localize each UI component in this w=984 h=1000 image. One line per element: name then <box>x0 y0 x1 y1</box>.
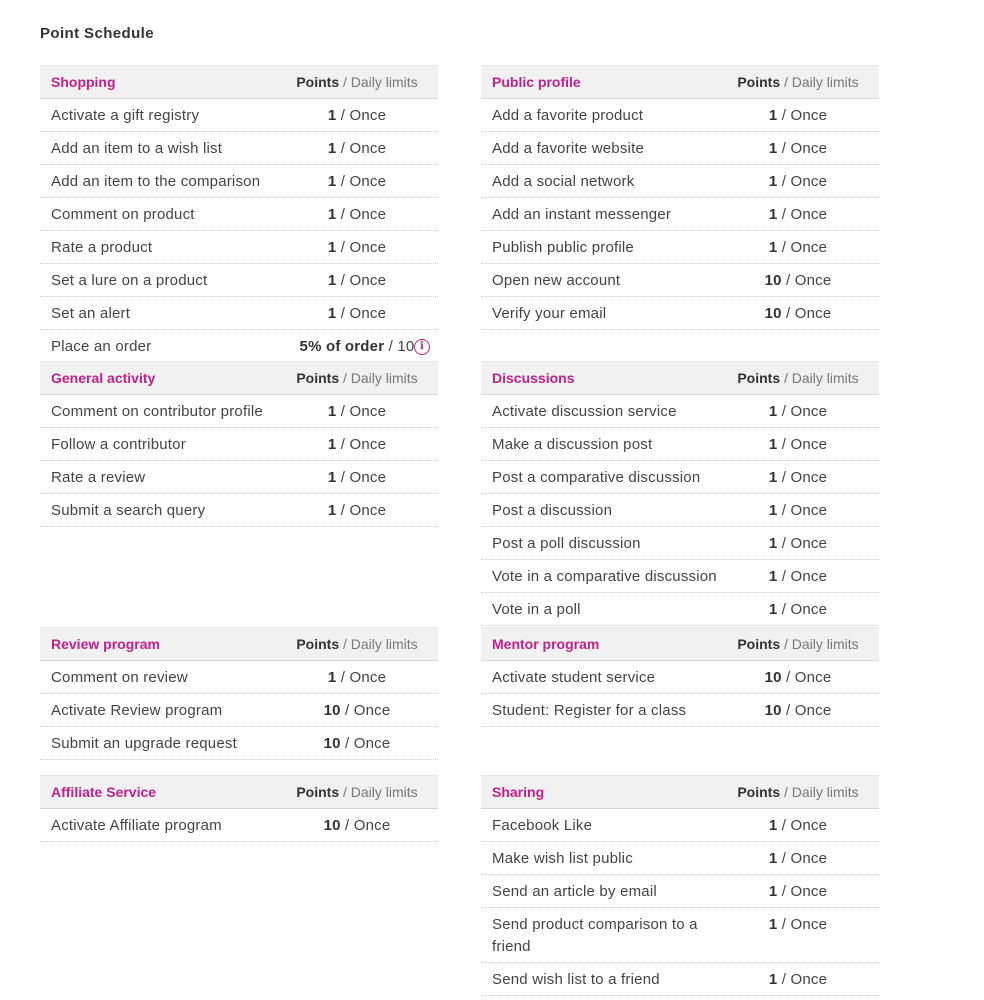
daily-limit: Once <box>353 702 391 719</box>
table-header <box>481 627 879 661</box>
separator: / <box>781 702 795 719</box>
points-value <box>728 165 868 193</box>
points-value <box>287 661 427 689</box>
points-amount: 5% of order <box>299 338 385 355</box>
points-amount: 1 <box>768 850 778 867</box>
points-header: Points <box>296 74 340 90</box>
points-value <box>287 428 427 456</box>
points-amount: 10 <box>764 702 782 719</box>
column-header <box>728 370 868 386</box>
table-row <box>481 132 879 165</box>
points-value <box>287 330 427 358</box>
daily-limit: Once <box>349 469 387 486</box>
action-label: Vote in a poll <box>492 601 581 618</box>
separator: / <box>777 535 791 552</box>
daily-limit: Once <box>349 502 387 519</box>
table-header <box>40 627 438 661</box>
points-value <box>728 661 868 689</box>
daily-limit: Once <box>349 272 387 289</box>
daily-limit: Once <box>349 206 387 223</box>
daily-limit: Once <box>790 436 828 453</box>
daily-limit: Once <box>790 971 828 988</box>
table-row <box>481 593 879 626</box>
daily-limit: Once <box>790 601 828 618</box>
points-amount: 1 <box>327 669 337 686</box>
table-row <box>40 494 438 527</box>
table-row <box>481 198 879 231</box>
daily-limits-header: Daily limits <box>791 784 859 800</box>
table-header <box>40 65 438 99</box>
table-row <box>481 842 879 875</box>
daily-limit: Once <box>353 817 391 834</box>
action-label: Add a social network <box>492 173 635 190</box>
points-value <box>728 593 868 621</box>
action-label: Activate discussion service <box>492 403 677 420</box>
action-label: Post a comparative discussion <box>492 469 701 486</box>
daily-limit: Once <box>794 702 832 719</box>
points-header: Points <box>737 636 781 652</box>
table-name: Discussions <box>492 370 575 386</box>
points-value <box>728 198 868 226</box>
separator: / <box>780 74 792 90</box>
points-amount: 1 <box>768 140 778 157</box>
separator: / <box>777 239 791 256</box>
column-header <box>728 784 868 800</box>
points-header: Points <box>737 370 781 386</box>
points-value <box>728 494 868 522</box>
separator: / <box>781 272 795 289</box>
table-name: Affiliate Service <box>51 784 157 800</box>
points-amount: 1 <box>768 916 778 933</box>
action-label: Rate a product <box>51 239 153 256</box>
points-value <box>287 165 427 193</box>
daily-limit: Once <box>349 173 387 190</box>
info-icon[interactable]: i <box>414 339 430 355</box>
separator: / <box>777 502 791 519</box>
table-discussions <box>481 361 879 626</box>
points-amount: 1 <box>768 436 778 453</box>
table-row <box>40 694 438 727</box>
table-public-profile <box>481 65 879 330</box>
points-amount: 1 <box>768 883 778 900</box>
action-label: Open new account <box>492 272 621 289</box>
separator: / <box>777 206 791 223</box>
points-value <box>287 395 427 423</box>
separator: / <box>781 669 795 686</box>
separator: / <box>777 173 791 190</box>
separator: / <box>777 403 791 420</box>
separator: / <box>777 140 791 157</box>
table-row <box>40 428 438 461</box>
table-header <box>481 361 879 395</box>
table-row <box>481 875 879 908</box>
points-amount: 1 <box>768 173 778 190</box>
points-amount: 1 <box>327 239 337 256</box>
table-row <box>481 165 879 198</box>
table-name: General activity <box>51 370 156 386</box>
points-amount: 1 <box>768 601 778 618</box>
table-row <box>40 809 438 842</box>
daily-limit: Once <box>349 669 387 686</box>
separator: / <box>384 338 398 355</box>
daily-limit: Once <box>790 206 828 223</box>
table-row <box>40 461 438 494</box>
table-mentor-program <box>481 627 879 727</box>
separator: / <box>336 239 350 256</box>
separator: / <box>336 107 350 124</box>
table-row <box>481 908 879 963</box>
separator: / <box>777 971 791 988</box>
table-general-activity <box>40 361 438 527</box>
separator: / <box>777 817 791 834</box>
action-label: Send an article by email <box>492 883 657 900</box>
points-value <box>728 875 868 903</box>
points-value <box>287 132 427 160</box>
points-amount: 10 <box>764 305 782 322</box>
points-value <box>728 963 868 991</box>
table-header <box>40 775 438 809</box>
daily-limit: Once <box>349 107 387 124</box>
table-shopping <box>40 65 438 363</box>
table-header <box>481 65 879 99</box>
action-label: Post a poll discussion <box>492 535 641 552</box>
table-name: Shopping <box>51 74 116 90</box>
points-amount: 1 <box>768 403 778 420</box>
action-label: Verify your email <box>492 305 607 322</box>
page-title: Point Schedule <box>40 25 154 42</box>
table-row <box>40 99 438 132</box>
daily-limit: Once <box>790 403 828 420</box>
table-row <box>481 264 879 297</box>
daily-limits-header: Daily limits <box>791 74 859 90</box>
separator: / <box>780 636 792 652</box>
daily-limits-header: Daily limits <box>350 370 418 386</box>
table-row <box>481 461 879 494</box>
column-header <box>728 74 868 90</box>
points-amount: 10 <box>323 702 341 719</box>
points-amount: 1 <box>327 469 337 486</box>
action-label: Vote in a comparative discussion <box>492 568 717 585</box>
points-amount: 1 <box>768 568 778 585</box>
points-value <box>287 99 427 127</box>
points-amount: 10 <box>323 735 341 752</box>
action-label: Post a discussion <box>492 502 613 519</box>
points-amount: 1 <box>768 535 778 552</box>
separator: / <box>336 436 350 453</box>
table-row <box>40 198 438 231</box>
points-amount: 1 <box>327 140 337 157</box>
action-label: Activate Review program <box>51 702 223 719</box>
points-header: Points <box>737 74 781 90</box>
action-label: Comment on product <box>51 206 195 223</box>
table-row <box>40 231 438 264</box>
daily-limits-header: Daily limits <box>350 74 418 90</box>
table-header <box>40 361 438 395</box>
action-label: Send wish list to a friend <box>492 971 660 988</box>
action-label: Set a lure on a product <box>51 272 208 289</box>
table-affiliate-service <box>40 775 438 842</box>
table-row <box>481 395 879 428</box>
action-line: Send product comparison to a <box>492 916 698 933</box>
table-row <box>481 231 879 264</box>
points-value <box>728 842 868 870</box>
separator: / <box>777 469 791 486</box>
separator: / <box>336 502 350 519</box>
separator: / <box>340 702 354 719</box>
daily-limits-header: Daily limits <box>350 784 418 800</box>
action-label: Submit a search query <box>51 502 206 519</box>
separator: / <box>777 107 791 124</box>
table-row <box>481 560 879 593</box>
separator: / <box>336 206 350 223</box>
daily-limit: Once <box>349 403 387 420</box>
table-row <box>40 264 438 297</box>
action-label: Add an item to a wish list <box>51 140 223 157</box>
separator: / <box>336 403 350 420</box>
action-label <box>492 908 728 962</box>
points-header: Points <box>296 370 340 386</box>
points-amount: 10 <box>764 272 782 289</box>
table-row <box>40 395 438 428</box>
table-row <box>481 963 879 996</box>
table-review-program <box>40 627 438 760</box>
points-value <box>728 461 868 489</box>
table-row <box>40 165 438 198</box>
daily-limits-header: Daily limits <box>791 636 859 652</box>
points-value <box>287 494 427 522</box>
daily-limit: Once <box>349 436 387 453</box>
points-header: Points <box>737 784 781 800</box>
separator: / <box>780 784 792 800</box>
points-value <box>287 809 427 837</box>
action-label: Add an item to the comparison <box>51 173 261 190</box>
action-label: Set an alert <box>51 305 131 322</box>
table-row <box>481 694 879 727</box>
action-label: Rate a review <box>51 469 146 486</box>
table-name: Sharing <box>492 784 545 800</box>
action-label: Student: Register for a class <box>492 702 687 719</box>
points-amount: 1 <box>768 817 778 834</box>
separator: / <box>336 173 350 190</box>
separator: / <box>336 469 350 486</box>
points-value <box>728 395 868 423</box>
separator: / <box>777 883 791 900</box>
points-value <box>287 461 427 489</box>
daily-limit: Once <box>790 140 828 157</box>
points-amount: 1 <box>768 206 778 223</box>
points-value <box>728 428 868 456</box>
table-name: Review program <box>51 636 160 652</box>
points-header: Points <box>296 784 340 800</box>
points-amount: 1 <box>768 469 778 486</box>
points-amount: 1 <box>768 502 778 519</box>
separator: / <box>777 850 791 867</box>
points-amount: 10 <box>764 669 782 686</box>
points-amount: 1 <box>327 206 337 223</box>
separator: / <box>777 568 791 585</box>
points-value <box>287 727 427 755</box>
daily-limit: Once <box>790 850 828 867</box>
separator: / <box>336 140 350 157</box>
points-amount: 1 <box>327 305 337 322</box>
points-amount: 1 <box>327 502 337 519</box>
daily-limit: Once <box>794 272 832 289</box>
points-amount: 1 <box>327 403 337 420</box>
separator: / <box>777 436 791 453</box>
table-row <box>481 494 879 527</box>
daily-limits-header: Daily limits <box>350 636 418 652</box>
points-value <box>728 527 868 555</box>
table-row <box>481 809 879 842</box>
points-header: Points <box>296 636 340 652</box>
table-row <box>40 132 438 165</box>
points-amount: 1 <box>768 971 778 988</box>
table-row <box>481 99 879 132</box>
points-amount: 1 <box>327 436 337 453</box>
points-value <box>728 297 868 325</box>
action-label: Submit an upgrade request <box>51 735 237 752</box>
points-value <box>728 132 868 160</box>
points-value <box>287 264 427 292</box>
separator: / <box>777 601 791 618</box>
points-value <box>728 264 868 292</box>
separator: / <box>339 636 351 652</box>
daily-limit: Once <box>349 305 387 322</box>
points-value <box>287 694 427 722</box>
action-label: Follow a contributor <box>51 436 186 453</box>
daily-limit: Once <box>790 535 828 552</box>
separator: / <box>336 272 350 289</box>
table-row <box>40 661 438 694</box>
daily-limit: Once <box>349 239 387 256</box>
action-label: Make a discussion post <box>492 436 653 453</box>
daily-limit: Once <box>790 469 828 486</box>
column-header <box>287 370 427 386</box>
action-label: Comment on contributor profile <box>51 403 263 420</box>
table-row <box>481 428 879 461</box>
daily-limit: Once <box>353 735 391 752</box>
action-label: Activate a gift registry <box>51 107 200 124</box>
points-value <box>287 297 427 325</box>
separator: / <box>780 370 792 386</box>
points-value <box>728 231 868 259</box>
separator: / <box>339 74 351 90</box>
daily-limit: Once <box>790 173 828 190</box>
action-label: Activate student service <box>492 669 656 686</box>
points-amount: 1 <box>327 272 337 289</box>
action-label: Activate Affiliate program <box>51 817 222 834</box>
action-label: Make wish list public <box>492 850 633 867</box>
daily-limit: 10 <box>397 338 415 355</box>
daily-limit: Once <box>790 107 828 124</box>
table-row <box>40 330 438 363</box>
column-header <box>287 784 427 800</box>
points-value <box>728 694 868 722</box>
action-label: Comment on review <box>51 669 188 686</box>
action-label: Add a favorite website <box>492 140 644 157</box>
column-header <box>287 636 427 652</box>
daily-limit: Once <box>349 140 387 157</box>
separator: / <box>336 669 350 686</box>
points-value <box>728 560 868 588</box>
table-row <box>481 661 879 694</box>
daily-limit: Once <box>790 817 828 834</box>
table-row <box>481 527 879 560</box>
table-name: Public profile <box>492 74 581 90</box>
points-value <box>728 809 868 837</box>
column-header <box>287 74 427 90</box>
points-amount: 1 <box>327 107 337 124</box>
table-header <box>481 775 879 809</box>
daily-limit: Once <box>790 502 828 519</box>
separator: / <box>777 916 791 933</box>
separator: / <box>336 305 350 322</box>
separator: / <box>339 784 351 800</box>
points-amount: 10 <box>323 817 341 834</box>
daily-limit: Once <box>790 239 828 256</box>
action-label: Publish public profile <box>492 239 634 256</box>
table-row <box>40 297 438 330</box>
separator: / <box>781 305 795 322</box>
daily-limit: Once <box>794 669 832 686</box>
points-amount: 1 <box>327 173 337 190</box>
points-value <box>728 99 868 127</box>
action-label: Add a favorite product <box>492 107 644 124</box>
column-header <box>728 636 868 652</box>
separator: / <box>339 370 351 386</box>
daily-limit: Once <box>790 568 828 585</box>
table-name: Mentor program <box>492 636 600 652</box>
daily-limits-header: Daily limits <box>791 370 859 386</box>
points-value <box>728 908 868 936</box>
action-label: Add an instant messenger <box>492 206 672 223</box>
daily-limit: Once <box>790 883 828 900</box>
separator: / <box>340 817 354 834</box>
points-amount: 1 <box>768 107 778 124</box>
daily-limit: Once <box>790 916 828 933</box>
action-line: friend <box>492 938 531 955</box>
table-row <box>40 727 438 760</box>
daily-limit: Once <box>794 305 832 322</box>
points-amount: 1 <box>768 239 778 256</box>
table-row <box>481 297 879 330</box>
separator: / <box>340 735 354 752</box>
points-value <box>287 198 427 226</box>
action-label: Facebook Like <box>492 817 593 834</box>
table-sharing <box>481 775 879 996</box>
points-value <box>287 231 427 259</box>
action-label: Place an order <box>51 338 152 355</box>
